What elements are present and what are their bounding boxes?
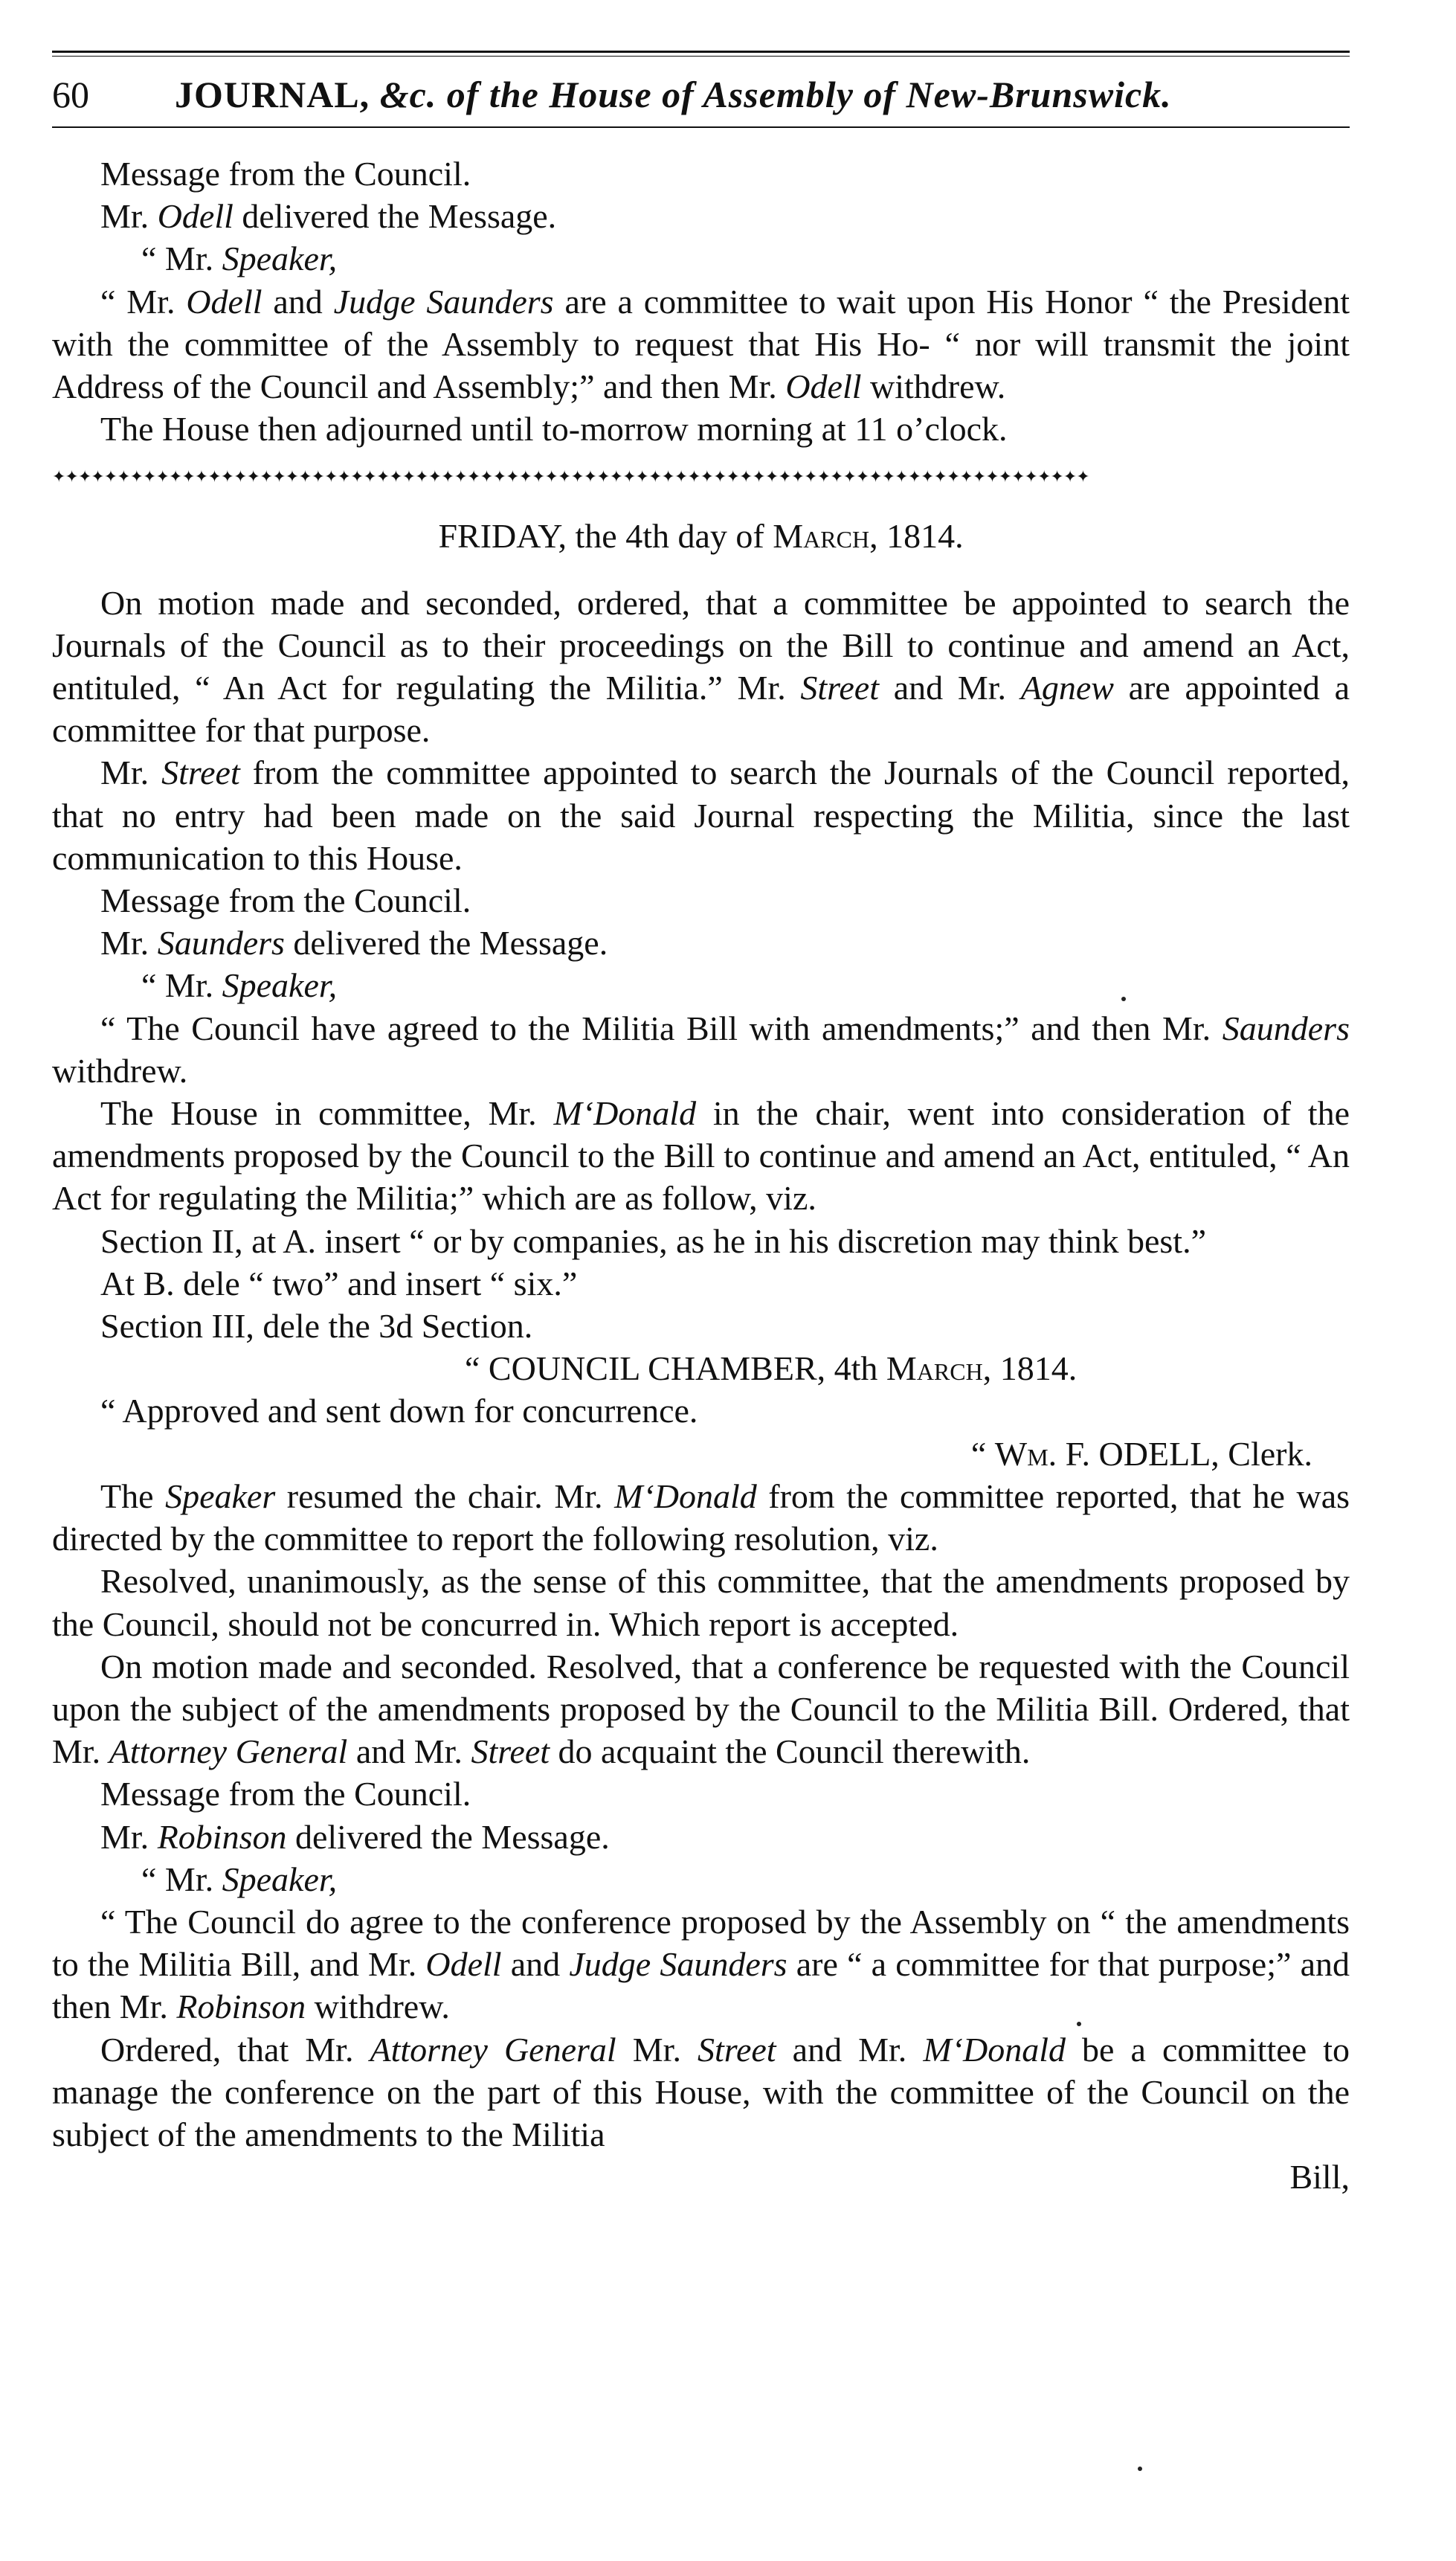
name: Saunders <box>157 924 285 963</box>
paragraph <box>52 582 1350 752</box>
text: “ Mr. <box>141 1860 222 1898</box>
paragraph <box>52 280 1350 408</box>
text: Mr. <box>100 924 158 963</box>
text: withdrew. <box>861 367 1006 406</box>
name: Agnew <box>1020 669 1114 707</box>
month: March <box>773 517 870 556</box>
ornamental-separator: ✦✦✦✦✦✦✦✦✦✦✦✦✦✦✦✦✦✦✦✦✦✦✦✦✦✦✦✦✦✦✦✦✦✦✦✦✦✦✦✦✦✦✦✦✦✦✦✦✦✦✦✦✦✦✦✦✦✦✦✦✦✦✦✦✦✦✦✦✦✦✦✦✦✦✦✦✦✦✦✦ <box>52 468 1089 487</box>
text: , 1814. <box>982 1349 1077 1388</box>
header-rule-bottom <box>52 126 1350 128</box>
name: Speaker <box>165 1476 276 1515</box>
paragraph <box>52 1858 1350 1900</box>
paragraph <box>52 922 1350 964</box>
text: “ Mr. <box>141 240 222 278</box>
paragraph <box>52 1560 1350 1645</box>
running-title-main: JOURNAL, <box>175 74 380 115</box>
clerk-signature <box>52 1433 1350 1475</box>
name: Odell <box>785 367 862 406</box>
text: Mr. <box>100 753 162 792</box>
text: Mr. <box>100 1817 158 1856</box>
paragraph <box>52 2028 1350 2156</box>
text: Section III, dele the 3d Section. <box>100 1307 533 1346</box>
text: “ Approved and sent down for concurrence. <box>100 1392 698 1430</box>
header-rule-top-thin <box>52 56 1350 57</box>
paragraph <box>52 152 1350 195</box>
month: March <box>886 1349 983 1388</box>
name: Odell <box>425 1945 502 1984</box>
running-head <box>52 68 1350 121</box>
text: Wm. <box>994 1434 1057 1473</box>
paragraph <box>52 1305 1350 1347</box>
text: “ Mr. <box>100 282 187 321</box>
name: Speaker, <box>222 240 338 278</box>
journal-text <box>52 152 1350 2198</box>
text: “ The Council do agree to the conference proposed by the Assembly on “ the amendments to the Militia Bill, and Mr. <box>52 1902 1350 1984</box>
text: be a committee to manage the conference on the part of this House, with the committee of the Council on the subject of the amendments to the Militia <box>52 2030 1350 2153</box>
text: from the committee appointed to search the Journals of the Council reported, that no entry had been made on the said Journal respecting the Militia, since the last communication to this House. <box>52 753 1350 877</box>
name: Street <box>800 669 879 707</box>
text: FRIDAY, the 4th day of <box>438 517 773 556</box>
name: Odell <box>157 197 233 236</box>
text: are a committee to wait upon His Honor “ the President with the committee of the Assembly to request that His Ho- “ nor will transmit the joint Address of the Council and Assembly;” and then Mr. <box>52 282 1350 406</box>
text: Ordered, that Mr. <box>100 2030 370 2069</box>
text: in the chair, went into consideration of the amendments proposed by the Council to the Bill to continue and amend an Act, entituled, “ An Act for regulating the Militia;” which are as follow, viz. <box>52 1094 1350 1218</box>
name: Street <box>471 1732 550 1771</box>
paragraph <box>52 1900 1350 2028</box>
paragraph <box>52 751 1350 879</box>
text: Message from the Council. <box>100 155 471 193</box>
text: resumed the chair. Mr. <box>275 1476 615 1515</box>
text: are “ a committee for that purpose;” and then Mr. <box>52 1945 1350 2026</box>
name: Robinson <box>157 1817 287 1856</box>
paragraph <box>52 408 1350 450</box>
text: Resolved, unanimously, as the sense of this committee, that the amendments proposed by the Council, should not be concurred in. Which report is accepted. <box>52 1562 1350 1643</box>
text: On motion made and seconded, ordered, that a committee be appointed to search the Journals of the Council as to their proceedings on the Bill to continue and amend an Act, entituled, “ An Act for regulating the Militia.” Mr. <box>52 583 1350 707</box>
text: and Mr. <box>776 2030 924 2069</box>
name: Odell <box>186 282 262 321</box>
text: delivered the Message. <box>286 1817 610 1856</box>
page-number: 60 <box>52 74 89 115</box>
paragraph <box>52 1645 1350 1773</box>
text: and <box>262 282 334 321</box>
text: are appointed a committee for that purpose. <box>52 669 1350 750</box>
text: “ Mr. <box>141 966 222 1005</box>
spacer <box>52 558 1350 582</box>
text: The <box>100 1476 166 1515</box>
name: Judge Saunders <box>569 1945 787 1984</box>
paragraph <box>52 879 1350 922</box>
paragraph <box>52 1816 1350 1858</box>
text: Message from the Council. <box>100 1775 471 1813</box>
running-title <box>175 68 1172 121</box>
text: delivered the Message. <box>233 197 557 236</box>
text: F. ODELL, Clerk. <box>1057 1434 1312 1473</box>
paragraph <box>52 1262 1350 1305</box>
text: and Mr. <box>347 1732 471 1771</box>
paragraph <box>52 1773 1350 1815</box>
paragraph <box>52 1007 1350 1092</box>
text: delivered the Message. <box>284 924 608 963</box>
name: Street <box>161 753 240 792</box>
catchword: Bill, <box>1289 2158 1350 2197</box>
name: M‘Donald <box>553 1094 697 1133</box>
name: Robinson <box>176 1988 306 2026</box>
header-rule-top <box>52 51 1350 53</box>
text: The House then adjourned until to-morrow morning at 11 o’clock. <box>100 410 1008 449</box>
name: Attorney General <box>370 2030 616 2069</box>
text: Mr. <box>616 2030 698 2069</box>
name: M‘Donald <box>923 2030 1066 2069</box>
date-heading <box>52 515 1350 557</box>
name: Speaker, <box>222 966 338 1005</box>
text: and <box>501 1945 570 1984</box>
paragraph <box>52 1220 1350 1262</box>
text: Section II, at A. insert “ or by companies, as he in his discretion may think best.” <box>100 1221 1207 1260</box>
text: do acquaint the Council therewith. <box>550 1732 1031 1771</box>
text: At B. dele “ two” and insert “ six.” <box>100 1264 578 1302</box>
name: M‘Donald <box>614 1476 757 1515</box>
name: Speaker, <box>222 1860 338 1898</box>
text: The House in committee, Mr. <box>100 1094 554 1133</box>
text: , 1814. <box>869 517 964 556</box>
ink-speck <box>1138 2467 1142 2471</box>
text: “ COUNCIL CHAMBER, 4th <box>465 1349 886 1388</box>
text: Mr. <box>100 197 158 236</box>
paragraph <box>52 1475 1350 1560</box>
paragraph <box>52 237 1350 280</box>
name: Street <box>698 2030 776 2069</box>
name: Saunders <box>1222 1009 1350 1047</box>
text: from the committee reported, that he was directed by the committee to report the following resolution, viz. <box>52 1476 1350 1558</box>
ink-speck <box>1121 997 1126 1001</box>
text: withdrew. <box>52 1051 188 1090</box>
text: On motion made and seconded. Resolved, that a conference be requested with the Council upon the subject of the amendments proposed by the Council to the Militia Bill. Ordered, that Mr. <box>52 1647 1350 1771</box>
text: and Mr. <box>879 669 1021 707</box>
paragraph <box>52 195 1350 237</box>
name: Judge Saunders <box>333 282 554 321</box>
text: Message from the Council. <box>100 881 471 920</box>
running-title-rest: &c. of the House of Assembly of New-Brunswick. <box>379 74 1172 115</box>
paragraph <box>52 1092 1350 1220</box>
text: “ <box>970 1434 995 1473</box>
paragraph <box>52 1389 1350 1432</box>
name: Attorney General <box>109 1732 348 1771</box>
text: withdrew. <box>306 1988 450 2026</box>
ink-speck <box>1077 2022 1081 2026</box>
council-chamber-line <box>52 1347 1350 1389</box>
paragraph <box>52 964 1350 1006</box>
text: “ The Council have agreed to the Militia Bill with amendments;” and then Mr. <box>100 1009 1223 1047</box>
